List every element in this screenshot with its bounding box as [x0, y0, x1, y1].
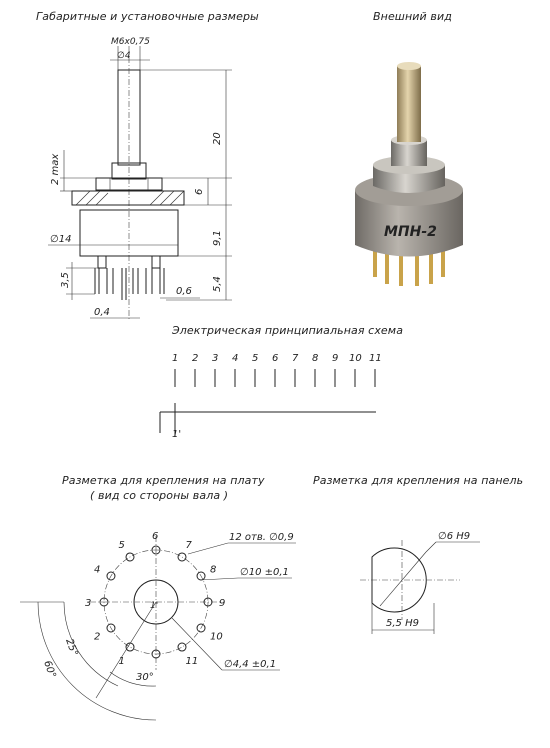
- board-hole-label: 2: [93, 631, 101, 643]
- schematic-pins: [172, 353, 382, 387]
- board-hole-label: 7: [185, 539, 192, 551]
- panel-dia: ∅6 H9: [438, 531, 471, 542]
- board-layout-drawing: [0, 510, 300, 740]
- board-center-label: 1': [150, 601, 159, 611]
- schematic-pin-label: 7: [292, 353, 299, 364]
- dimension-drawing: [0, 0, 260, 330]
- board-hole: [178, 553, 186, 561]
- dim-5-4: 5,4: [212, 276, 223, 292]
- photo-shaft: [397, 66, 421, 142]
- dim-3-5: 3,5: [60, 272, 71, 288]
- schematic-pin-label: 3: [212, 353, 219, 364]
- dim-6: 6: [194, 188, 205, 195]
- dim-0-6: 0,6: [176, 286, 192, 297]
- board-circle-note: ∅10 ±0,1: [240, 567, 289, 578]
- dim-0-4: 0,4: [94, 307, 110, 318]
- board-hole: [178, 643, 186, 651]
- schematic-pin-label: 6: [272, 353, 279, 364]
- board-angle-30: 30°: [136, 672, 154, 683]
- schematic-pin-label: 10: [349, 353, 362, 364]
- schematic-common: 1': [172, 429, 182, 440]
- dim-shaft-dia: ∅4: [117, 51, 131, 61]
- schematic-pin-label: 11: [369, 353, 382, 364]
- board-hole-label: 8: [210, 564, 217, 576]
- schematic-pin-label: 5: [252, 353, 259, 364]
- schematic-pin-label: 9: [332, 353, 339, 364]
- board-hole-label: 5: [118, 539, 125, 551]
- dim-2-max: 2 max: [50, 153, 61, 185]
- schematic-pin-label: 8: [312, 353, 319, 364]
- schematic-pin-label: 4: [232, 353, 239, 364]
- board-holes: [85, 531, 225, 667]
- dim-9-1: 9,1: [212, 230, 223, 246]
- panel-layout-drawing: [340, 520, 530, 650]
- dim-thread: M6x0,75: [111, 37, 150, 47]
- panel-width: 5,5 H9: [386, 618, 419, 629]
- board-hole: [126, 643, 134, 651]
- panel-layout-title: Разметка для крепления на панель: [313, 474, 524, 487]
- board-hole-label: 6: [152, 531, 159, 542]
- schematic-diagram: [140, 345, 400, 445]
- board-layout-title: Разметка для крепления на плату: [62, 474, 265, 487]
- board-center-note: ∅4,4 ±0,1: [224, 659, 277, 670]
- board-hole-label: 4: [93, 564, 101, 576]
- board-hole-label: 10: [210, 631, 223, 643]
- product-photo: [345, 40, 475, 300]
- board-angle-25: 25°: [63, 637, 80, 658]
- board-hole-label: 11: [185, 656, 199, 668]
- dimensions-title: Габаритные и установочные размеры: [36, 10, 259, 23]
- dim-length-20: 20: [212, 132, 223, 145]
- schematic-title: Электрическая принципиальная схема: [172, 324, 404, 337]
- pins: [95, 256, 164, 300]
- schematic-pin-label: 1: [172, 353, 179, 364]
- board-holes-note: 12 отв. ∅0,9: [229, 532, 294, 543]
- photo-label: МПН-2: [384, 224, 437, 240]
- board-hole-label: 3: [85, 598, 92, 609]
- board-layout-subtitle: ( вид со стороны вала ): [90, 489, 229, 502]
- board-hole-label: 9: [219, 598, 226, 609]
- appearance-title: Внешний вид: [373, 10, 452, 23]
- schematic-pin-label: 2: [192, 353, 199, 364]
- board-hole-label: 1: [118, 656, 125, 668]
- dim-body-dia: ∅14: [50, 234, 72, 245]
- board-angle-60: 60°: [41, 659, 58, 680]
